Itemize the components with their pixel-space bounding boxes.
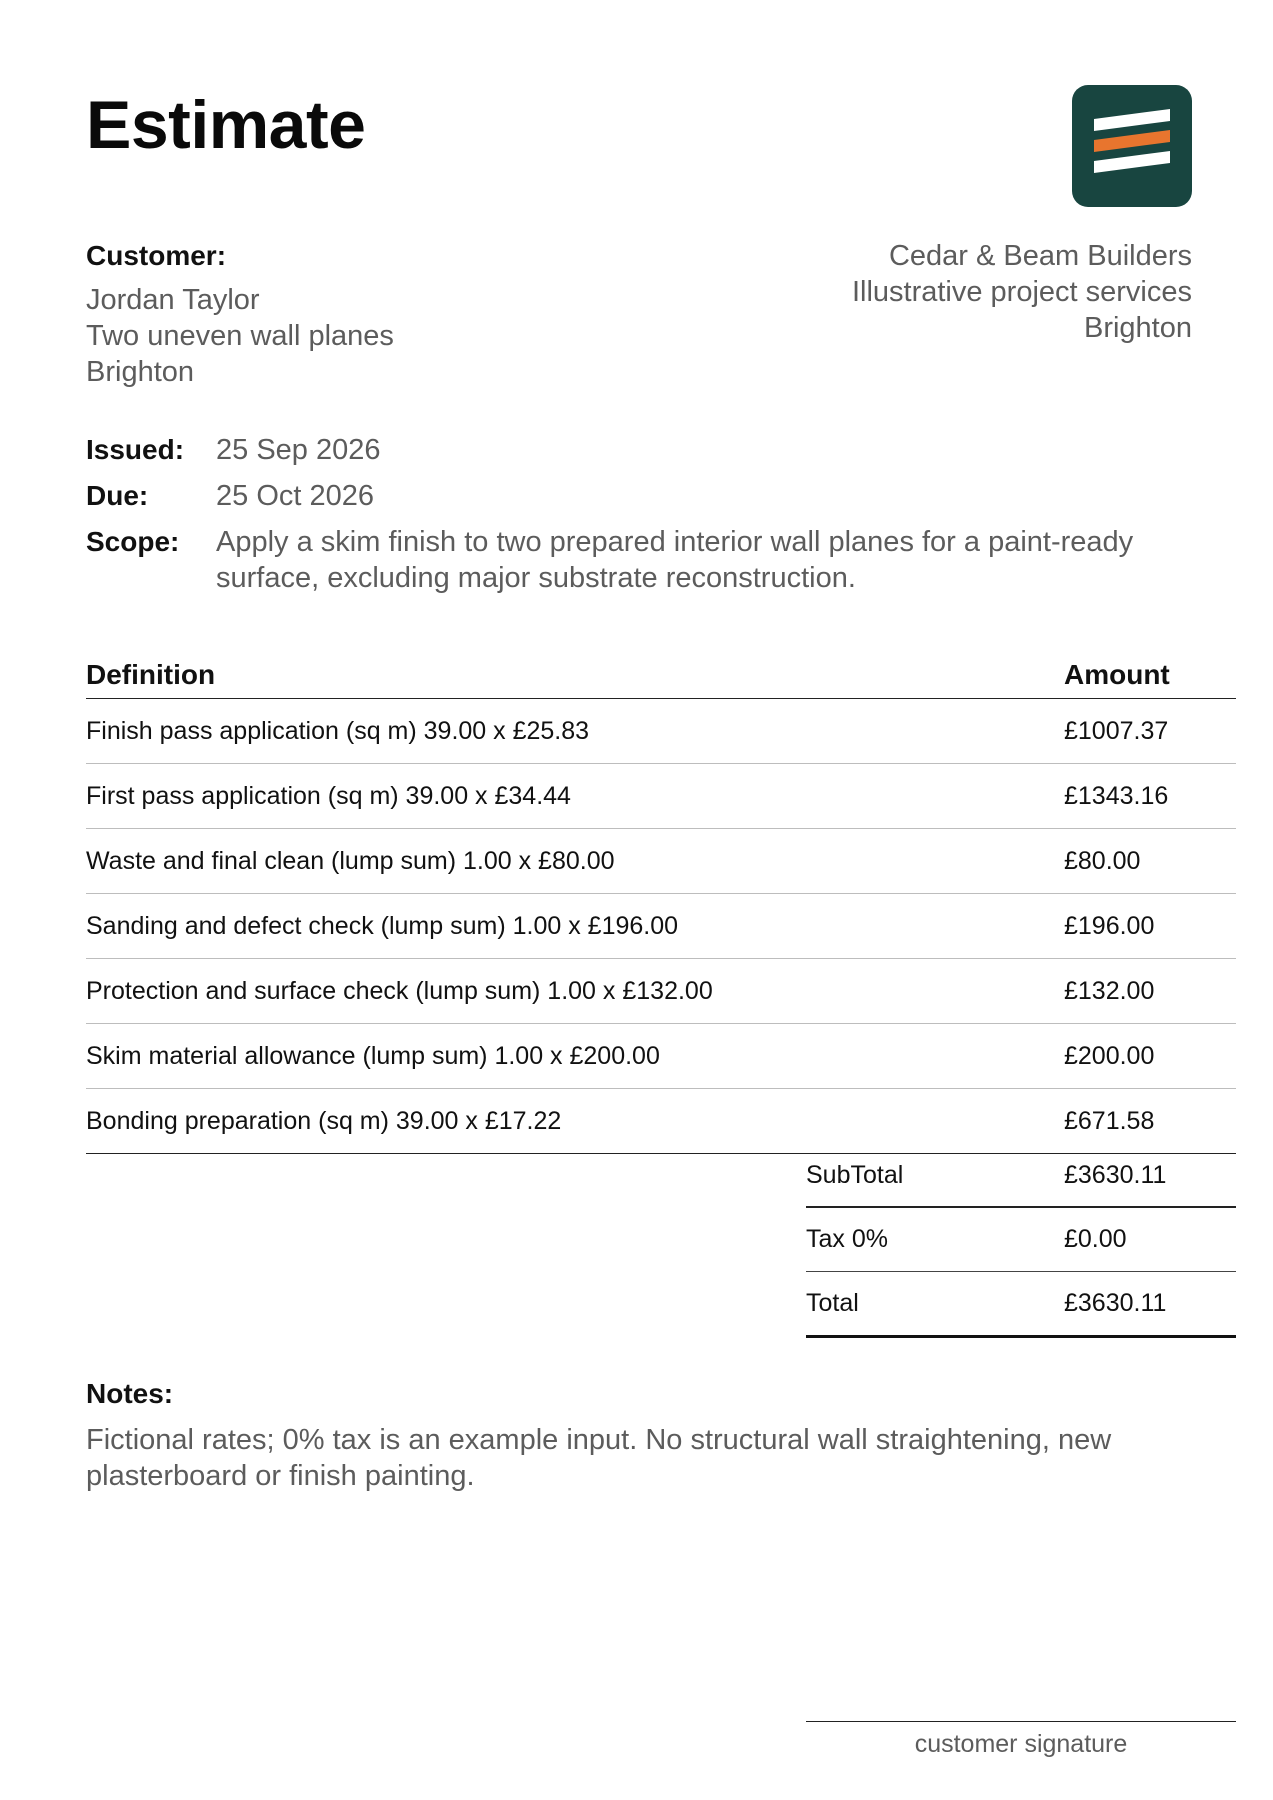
item-amount: £132.00	[1064, 976, 1155, 1005]
table-row	[86, 764, 1236, 829]
signature-label: customer signature	[914, 1730, 1128, 1758]
item-definition: Bonding preparation (sq m) 39.00 x £17.22	[86, 1106, 562, 1135]
notes-label: Notes:	[86, 1378, 174, 1409]
total-value: £3630.11	[1064, 1289, 1167, 1317]
subtotal-row	[806, 1144, 1236, 1208]
item-definition: Protection and surface check (lump sum) 1.00 x £132.00	[86, 976, 713, 1005]
item-definition: First pass application (sq m) 39.00 x £34.44	[86, 781, 571, 810]
customer-city: Brighton	[86, 356, 195, 388]
definition-header: Definition	[86, 659, 216, 690]
customer-block	[86, 240, 394, 390]
table-header	[86, 652, 1236, 699]
tax-value: £0.00	[1064, 1225, 1127, 1253]
table-row	[86, 894, 1236, 959]
document-title: Estimate	[86, 87, 366, 163]
scope-text: Apply a skim finish to two prepared interior wall planes for a paint-ready surface, excluding major substrate reconstruction.	[216, 526, 1134, 594]
scope-label: Scope:	[86, 526, 180, 557]
customer-signature-line	[806, 1721, 1236, 1759]
item-amount: £1007.37	[1064, 716, 1169, 745]
amount-header: Amount	[1064, 659, 1170, 690]
notes-block	[86, 1378, 1216, 1494]
due-label: Due:	[86, 480, 149, 511]
table-row	[86, 699, 1236, 764]
item-definition: Finish pass application (sq m) 39.00 x £25.83	[86, 716, 590, 745]
due-date: 25 Oct 2026	[216, 480, 374, 512]
customer-project: Two uneven wall planes	[86, 320, 394, 352]
issued-date: 25 Sep 2026	[216, 434, 381, 466]
total-label: Total	[806, 1289, 859, 1317]
issued-row	[86, 432, 1216, 468]
item-definition: Skim material allowance (lump sum) 1.00 x £200.00	[86, 1041, 660, 1070]
totals-block	[806, 1144, 1236, 1338]
total-row	[806, 1272, 1236, 1338]
item-amount: £1343.16	[1064, 781, 1169, 810]
company-block	[852, 238, 1192, 346]
customer-details	[86, 282, 394, 390]
customer-name: Jordan Taylor	[86, 284, 260, 316]
item-amount: £80.00	[1064, 846, 1141, 875]
tax-row	[806, 1208, 1236, 1272]
company-name: Cedar & Beam Builders	[888, 240, 1192, 272]
scope-row	[86, 524, 1216, 596]
item-definition: Waste and final clean (lump sum) 1.00 x £80.00	[86, 846, 615, 875]
customer-label: Customer:	[86, 240, 227, 271]
estimate-meta	[86, 432, 1216, 606]
due-row	[86, 478, 1216, 514]
company-tagline: Illustrative project services	[851, 276, 1192, 308]
company-city: Brighton	[1083, 312, 1192, 344]
subtotal-label: SubTotal	[806, 1160, 904, 1189]
table-row	[86, 959, 1236, 1024]
tax-label: Tax 0%	[806, 1225, 888, 1253]
stacked-planes-logo-icon	[1072, 85, 1192, 207]
item-definition: Sanding and defect check (lump sum) 1.00 x £196.00	[86, 911, 679, 940]
subtotal-value: £3630.11	[1064, 1160, 1167, 1189]
table-row	[86, 1024, 1236, 1089]
notes-text: Fictional rates; 0% tax is an example input. No structural wall straightening, new plasterboard or finish painting.	[86, 1424, 1112, 1492]
issued-label: Issued:	[86, 434, 185, 465]
item-amount: £200.00	[1064, 1041, 1155, 1070]
item-amount: £196.00	[1064, 911, 1155, 940]
table-row	[86, 829, 1236, 894]
line-items-table	[86, 652, 1236, 1154]
item-amount: £671.58	[1064, 1106, 1155, 1135]
